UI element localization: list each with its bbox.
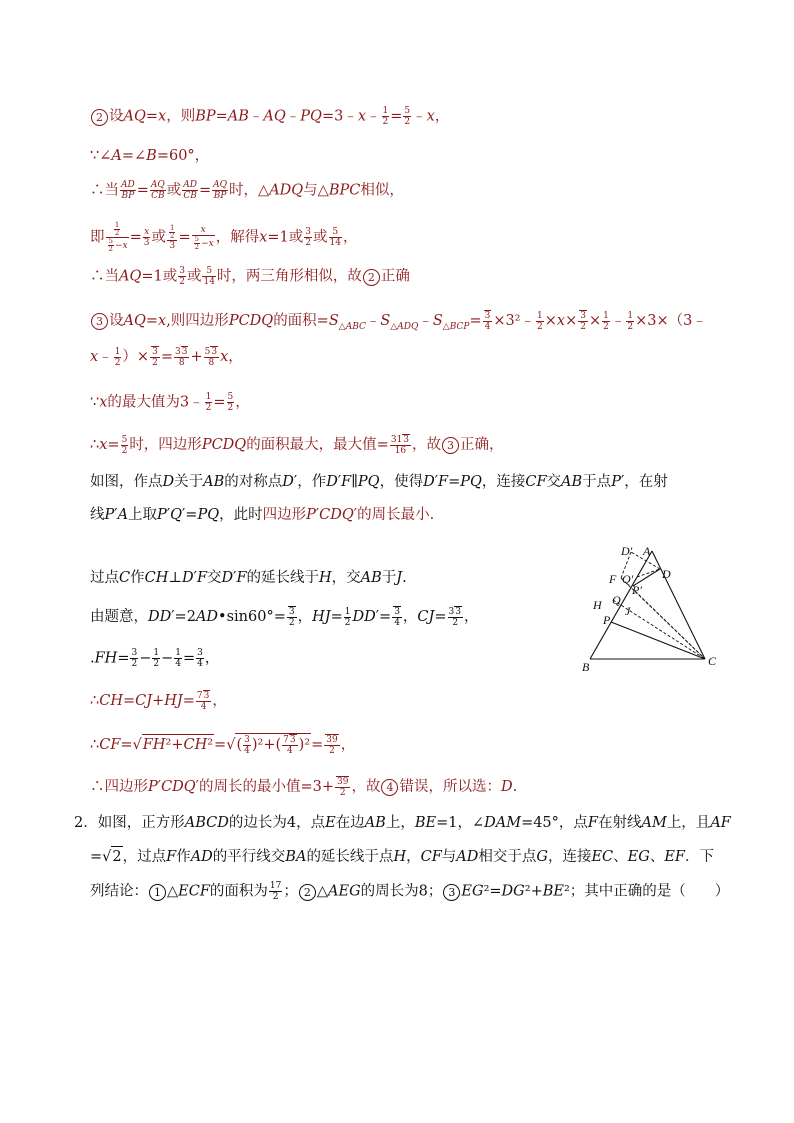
label-Q: Q bbox=[612, 593, 621, 607]
question-2-line-1: 2．如图，正方形ABCD的边长为4，点E在边AB上，BE=1，∠DAM=45°，点F在射线AM上，且AF bbox=[74, 815, 731, 831]
solution-line-13: 由题意，DD′=2AD•sin60°= $\frac{3}{2}$ ，HJ= $\frac{1}{2}$ DD′= $\frac{3}{4}$ ，CJ= $\frac{33}{2}$ ， bbox=[90, 606, 479, 628]
label-P: P bbox=[603, 613, 611, 627]
solution-line-15: ∴CH=CJ+HJ= $\frac{73}{4}$ ， bbox=[90, 691, 227, 712]
segment-AC bbox=[652, 551, 705, 659]
label-F: F bbox=[609, 572, 617, 586]
label-D: D bbox=[662, 567, 671, 581]
segment-PC bbox=[611, 622, 705, 659]
label-A: A bbox=[643, 544, 651, 558]
question-2-line-3: 列结论： 1 △ECF的面积为 $\frac{17}{2}$ ； 2 △AEG的周长为8； 3 EG²=DG²+BE²；其中正确的是（ ） bbox=[90, 881, 730, 902]
solution-line-12: 过点C作CH⊥D′F交D′F的延长线于H，交AB于J. bbox=[90, 570, 407, 586]
geometry-figure bbox=[575, 540, 725, 675]
solution-line-6: 3 设AQ=x,则四边形PCDQ的面积$=S_{\triangle ABC}﹣S_{\triangle ADQ}﹣S_{\triangle BCP}=$ $\frac{3}{4}$ ×3²﹣ $\frac{1}{2}$ ×x× $\frac{3}{2}$ × $\frac{1}{2}$ ﹣ $\frac{1}{2}$ ×3×（3﹣ bbox=[90, 310, 707, 337]
question-2-line-2: =√2，过点F作AD的平行线交BA的延长线于点H，CF与AD相交于点G，连接EC、EG、EF．下 bbox=[90, 846, 714, 867]
solution-line-8: ∵x的最大值为3﹣ $\frac{1}{2}$ = $\frac{5}{2}$ ， bbox=[90, 392, 250, 413]
label-B: B bbox=[582, 660, 590, 674]
solution-line-4: 即 $\frac{1}{2}$ $\frac{5}{2}$ −x = $\frac{x}{3}$ 或 $\frac{\frac{1}{2}}{3}$ = x $\frac{5}{2}$ −x ，解得x=1或 $\frac{3}{2}$ 或 $\frac{5}{14}$ ， bbox=[90, 221, 358, 253]
solution-line-11: 线P′A上取P′Q′=PQ，此时四边形P′CDQ′的周长最小. bbox=[90, 507, 435, 523]
solution-line-3: ∴当 $\frac{AD}{BP}$ = $\frac{AQ}{CB}$ 或 $\frac{AD}{CB}$ = $\frac{AQ}{BP}$ 时，△ADQ与△BPC相似， bbox=[90, 180, 404, 201]
solution-line-9: ∴x= $\frac{5}{2}$ 时，四边形PCDQ的面积最大，最大值= $\frac{313}{16}$ ，故 3 正确， bbox=[90, 434, 504, 456]
solution-line-10: 如图，作点D关于AB的对称点D′，作D′F∥PQ，使得D′F=PQ，连接CF交AB于点P′，在射 bbox=[90, 474, 668, 490]
label-Q-prime: Q′ bbox=[622, 572, 634, 586]
solution-line-1: 2 设AQ=x，则BP=AB﹣AQ﹣PQ=3﹣x﹣ $\frac{1}{2}$ = $\frac{5}{2}$ ﹣x， bbox=[90, 106, 449, 127]
label-J: J bbox=[625, 604, 631, 618]
solution-line-17: ∴四边形P′CDQ′的周长的最小值=3+ $\frac{39}{2}$ ，故 4 错误，所以选：D. bbox=[90, 777, 518, 798]
solution-line-2: ∵∠A=∠B=60°， bbox=[90, 148, 210, 164]
solution-line-16: ∴CF=√FH²+CH²=√( $\frac{3}{4}$ )²+( $\frac{73}{4}$ )²= $\frac{39}{2}$ ， bbox=[90, 734, 356, 756]
solution-line-7: x﹣ $\frac{1}{2}$ ）× $\frac{3}{2}$ = $\frac{33}{8}$ + $\frac{53}{8}$ x， bbox=[90, 346, 243, 368]
label-C: C bbox=[708, 654, 717, 668]
label-D-prime: D′ bbox=[621, 544, 633, 558]
label-P-prime: P′ bbox=[632, 583, 642, 597]
solution-line-14: .FH= $\frac{3}{2}$ − $\frac{1}{2}$ − $\frac{1}{4}$ = $\frac{3}{4}$ ， bbox=[90, 648, 220, 669]
solution-line-5: ∴当AQ=1或 $\frac{3}{2}$ 或 $\frac{5}{14}$ 时，两三角形相似，故 2 正确 bbox=[90, 266, 410, 287]
label-H: H bbox=[593, 598, 602, 612]
